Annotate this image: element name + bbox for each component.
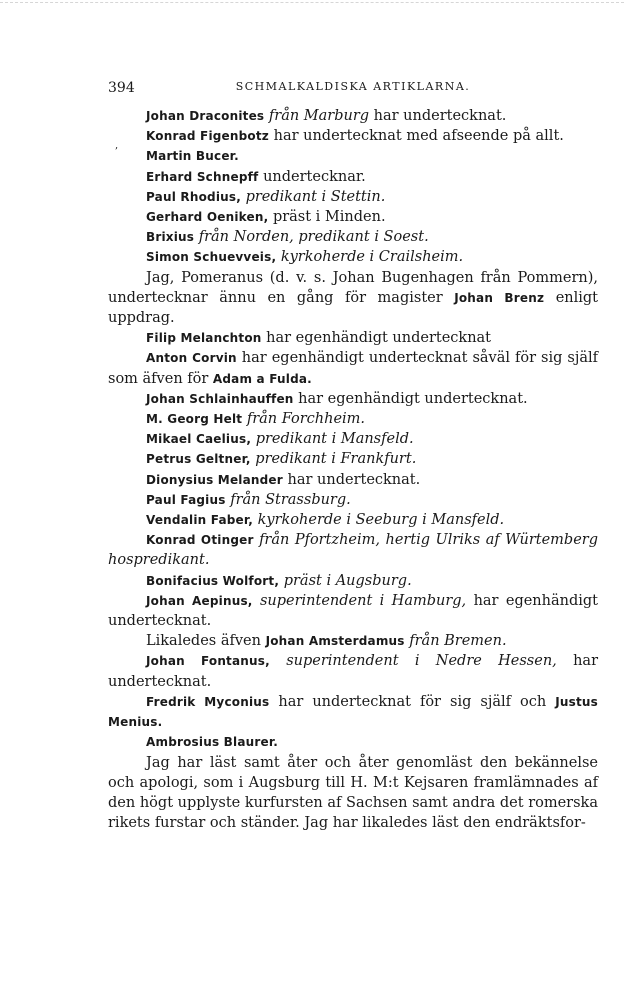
signature-line — [108, 207, 598, 227]
signatory-origin: kyrkoherde i Crailsheim. — [280, 249, 464, 266]
signature-line — [108, 510, 598, 530]
signature-line — [108, 732, 598, 752]
signature-line — [108, 328, 598, 348]
signatory-origin: präst i Augsburg. — [283, 572, 412, 589]
signatory-name: Filip Melanchton — [146, 331, 262, 346]
signatory-name: Bonifacius Wolfort, — [146, 573, 280, 588]
signatory-note: har undertecknat. — [108, 653, 599, 690]
signatory-name: Johan Brenz — [454, 290, 545, 305]
signatory-origin: från Strassburg. — [230, 491, 351, 508]
signatory-origin: superintendent i Nedre Hessen, — [286, 653, 557, 670]
signature-line — [108, 490, 598, 510]
signatory-name: Johan Fontanus, — [146, 654, 270, 669]
signature-line — [108, 227, 598, 247]
signatory-origin: från Norden, predikant i Soest. — [198, 229, 429, 246]
top-edge-rule — [0, 2, 624, 4]
signatory-origin: predikant i Mansfeld. — [255, 431, 414, 448]
signatory-name: Paul Rhodius, — [146, 189, 241, 204]
signature-line — [108, 571, 598, 591]
signatory-note: enligt uppdrag. — [108, 289, 598, 327]
signatory-origin: superintendent i Hamburg, — [259, 592, 467, 609]
signatory-note: präst i Minden. — [272, 209, 386, 226]
running-title: SCHMALKALDISKA ARTIKLARNA. — [235, 80, 471, 93]
signatory-name: Johan Aepinus, — [146, 593, 253, 608]
signatory-name: Erhard Schnepff — [146, 169, 259, 184]
signature-line — [108, 106, 598, 126]
signatory-name: M. Georg Helt — [146, 412, 243, 427]
signatory-name: Simon Schuevveis, — [146, 250, 277, 265]
signatory-name: Martin Bucer. — [146, 149, 239, 164]
signatory-name: Dionysius Melander — [146, 472, 283, 487]
signatory-note: har undertecknat. — [287, 471, 421, 488]
signatory-name: Ambrosius Blaurer. — [146, 735, 278, 750]
signatory-name: Johan Schlainhauffen — [146, 391, 294, 406]
signature-line — [108, 591, 598, 631]
signatory-origin: från Pfortzheim, hertig Ulriks af Würtemberg hospredikant. — [108, 532, 599, 569]
signature-line — [108, 631, 598, 651]
signature-line — [108, 449, 598, 469]
signatory-origin: predikant i Frankfurt. — [255, 451, 417, 468]
signatory-name: Justus Menius. — [108, 694, 599, 730]
signatory-note: Jag, Pomeranus (d. v. s. Johan Bugenhagen från Pommern), undertecknar ännu en gång för magister — [108, 269, 598, 306]
signatory-name: Brixius — [146, 230, 195, 245]
signatory-note: har undertecknat med afseende på allt. — [273, 128, 564, 145]
signature-line — [108, 651, 598, 691]
closing-paragraph: Jag har läst samt åter och åter genomläst den bekännelse och apologi, som i Augsburg till H. M:t Kejsaren framlämnades af den högt upplyste kurfursten af Sachsen samt andra det romerska rikets furstar och ständer. Jag har likaledes läst den endräktsfor- — [108, 754, 598, 832]
signatory-name: Konrad Figenbotz — [146, 129, 269, 144]
signature-line — [108, 247, 598, 267]
body-text — [108, 106, 598, 833]
signatory-name: Gerhard Oeniken, — [146, 210, 269, 225]
signature-line — [108, 470, 598, 490]
page-number: 394 — [108, 80, 135, 96]
signature-line — [108, 126, 598, 146]
signatory-note: har egenhändigt undertecknat såväl för sig själf som äfven för — [108, 350, 598, 387]
signatory-name: Mikael Caelius, — [146, 432, 252, 447]
running-head — [108, 80, 598, 100]
signatory-name: Johan Draconites — [146, 109, 265, 123]
signatory-name: Konrad Otinger — [146, 533, 254, 548]
signatory-name: Petrus Geltner, — [146, 452, 251, 467]
signatory-note: har egenhändigt undertecknat. — [298, 390, 528, 407]
signature-line — [108, 187, 598, 207]
signatory-note: har undertecknat för sig själf och — [278, 693, 547, 710]
signatory-origin: från Marburg — [268, 108, 370, 124]
signatory-note: har undertecknat. — [373, 108, 507, 124]
signatory-note: har egenhändigt undertecknat — [266, 330, 492, 347]
signatory-note: undertecknar. — [263, 168, 366, 185]
signature-line — [108, 389, 598, 409]
signatory-note: har egenhändigt undertecknat. — [108, 592, 598, 630]
book-page — [108, 80, 598, 833]
signatory-note: Likaledes äfven — [146, 633, 261, 650]
signature-line — [108, 348, 598, 388]
signatory-origin: från Forchheim. — [246, 411, 366, 428]
signatory-origin: från Bremen. — [409, 633, 507, 650]
signatory-name: Paul Fagius — [146, 492, 226, 507]
margin-mark: , — [115, 140, 119, 151]
signature-line — [108, 268, 598, 329]
signature-line — [108, 429, 598, 449]
signature-line — [108, 409, 598, 429]
signature-line — [108, 146, 598, 166]
signature-line — [108, 530, 598, 570]
signatory-name: Fredrik Myconius — [146, 694, 270, 709]
signatory-name: Vendalin Faber, — [146, 513, 253, 528]
signature-line — [108, 167, 598, 187]
signature-line — [108, 692, 598, 732]
signatory-origin: kyrkoherde i Seeburg i Mansfeld. — [257, 512, 505, 529]
signatory-name: Anton Corvin — [146, 351, 237, 366]
signatory-origin: predikant i Stettin. — [245, 188, 386, 205]
signatory-name: Johan Amsterdamus — [265, 634, 405, 649]
signatory-name: Adam a Fulda. — [212, 371, 312, 386]
